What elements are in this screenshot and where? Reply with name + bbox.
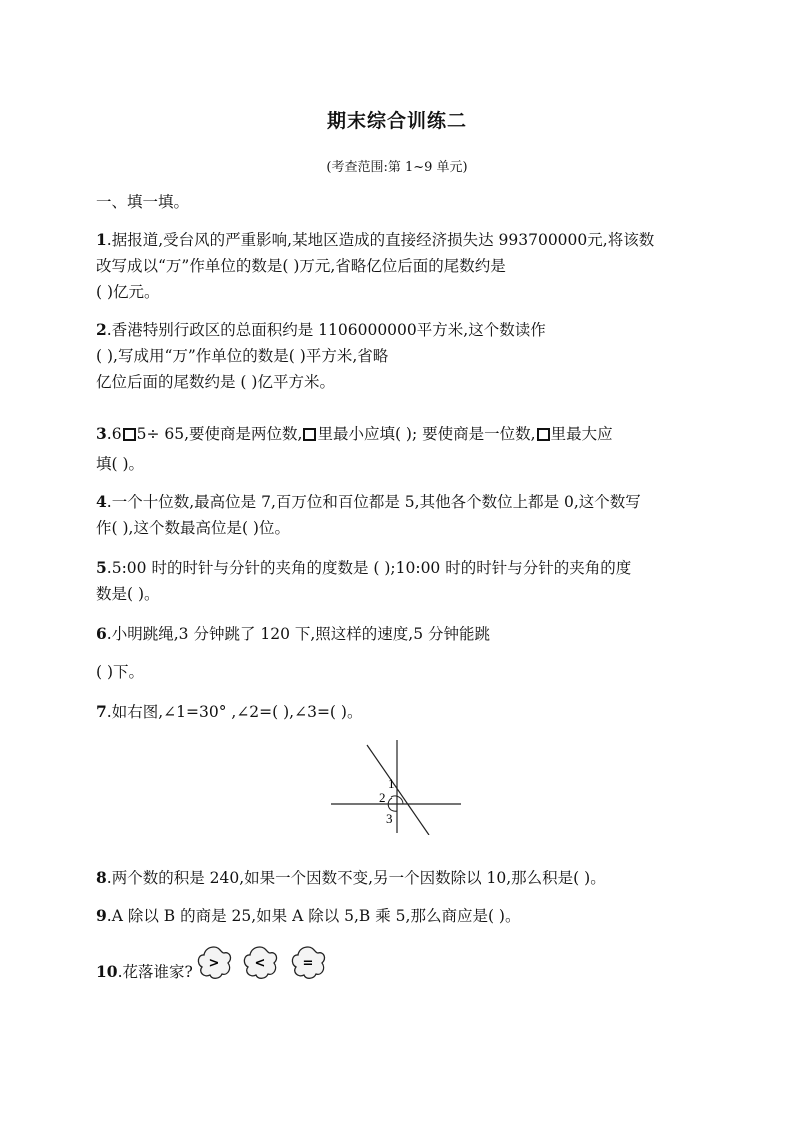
blank-square-icon [303, 428, 316, 441]
question-1-line-2: 改写成以“万”作单位的数是( )万元,省略亿位后面的尾数约是 [96, 257, 506, 275]
question-text: .香港特别行政区的总面积约是 1106000000平方米,这个数读作 [106, 321, 546, 339]
flower-label: = [302, 956, 314, 971]
flower-less-icon [244, 947, 276, 978]
question-number: 9 [96, 906, 107, 925]
slanted-line [367, 745, 429, 835]
question-number: 2 [96, 320, 107, 339]
question-text: 里最小应填( ); 要使商是一位数, [317, 425, 536, 443]
question-2-line-3: 亿位后面的尾数约是 ( )亿平方米。 [96, 373, 335, 391]
angle-label-2: 2 [379, 790, 386, 805]
question-number: 1 [96, 230, 107, 249]
angle-label-1: 1 [388, 776, 395, 791]
question-number: 3 [96, 424, 107, 443]
blank-square-icon [123, 428, 136, 441]
question-number: 7 [96, 702, 107, 721]
question-2-line-1 [96, 320, 546, 340]
question-9-line-1 [96, 906, 521, 926]
question-8-line-1 [96, 868, 606, 888]
question-2-line-2: ( ),写成用“万”作单位的数是( )平方米,省略 [96, 347, 389, 365]
angle-figure [325, 735, 470, 835]
question-6-line-1 [96, 624, 490, 644]
question-text: 5÷ 65,要使商是两位数, [136, 425, 303, 443]
question-4-line-2: 作( ),这个数最高位是( )位。 [96, 519, 290, 537]
question-text: .5:00 时的时针与分针的夹角的度数是 ( );10:00 时的时针与分针的夹角的度 [106, 559, 632, 577]
question-text: .6 [106, 425, 122, 443]
question-text: .如右图,∠1=30° ,∠2=( ),∠3=( )。 [106, 703, 363, 721]
flower-label: > [208, 956, 220, 971]
question-5-line-1 [96, 558, 631, 578]
question-number: 5 [96, 558, 107, 577]
angle-arc [388, 798, 397, 811]
question-1-line-3: ( )亿元。 [96, 283, 160, 301]
page-subtitle: (考查范围:第 1~9 单元) [326, 160, 468, 175]
question-6-line-2: ( )下。 [96, 663, 145, 681]
question-text: 里最大应 [550, 425, 613, 443]
flower-equal-icon [292, 947, 324, 978]
question-number: 4 [96, 492, 107, 511]
flower-greater-icon [198, 947, 230, 978]
question-text: .据报道,受台风的严重影响,某地区造成的直接经济损失达 993700000元,将该数 [106, 231, 655, 249]
question-4-line-1 [96, 492, 641, 512]
section-heading: 一、填一填。 [96, 193, 190, 211]
question-text: .两个数的积是 240,如果一个因数不变,另一个因数除以 10,那么积是( )。 [106, 869, 606, 887]
question-number: 8 [96, 868, 107, 887]
question-text: .一个十位数,最高位是 7,百万位和百位都是 5,其他各个数位上都是 0,这个数写 [106, 493, 641, 511]
blank-square-icon [537, 428, 550, 441]
page-title: 期末综合训练二 [326, 110, 467, 132]
question-3-line-1 [96, 424, 613, 444]
question-1-line-1 [96, 230, 654, 250]
question-text: .花落谁家? [117, 963, 193, 981]
question-7-line-1 [96, 702, 362, 722]
flower-label: < [254, 956, 266, 971]
question-text: .A 除以 B 的商是 25,如果 A 除以 5,B 乘 5,那么商应是( )。 [106, 907, 521, 925]
angle-label-3: 3 [386, 811, 393, 826]
flower-row [194, 942, 334, 982]
question-text: .小明跳绳,3 分钟跳了 120 下,照这样的速度,5 分钟能跳 [106, 625, 491, 643]
question-number: 10 [96, 962, 118, 981]
question-3-line-2: 填( )。 [96, 455, 145, 473]
question-number: 6 [96, 624, 107, 643]
question-5-line-2: 数是( )。 [96, 585, 160, 603]
question-10-line-1 [96, 962, 193, 982]
